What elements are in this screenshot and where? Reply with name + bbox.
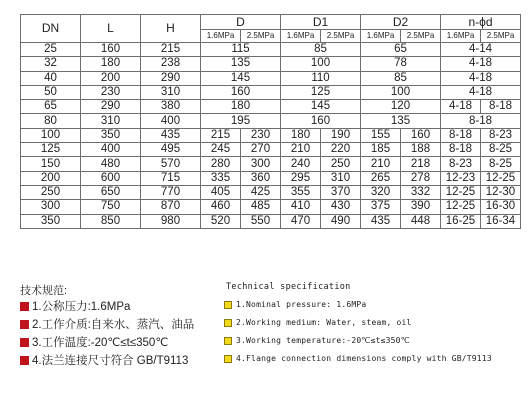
- cell-d1: 85: [281, 43, 361, 57]
- header-d-1.6: 1.6MPa: [201, 30, 241, 43]
- cell-l: 350: [81, 128, 141, 142]
- cell-d-1.6: 460: [201, 200, 241, 214]
- cell-d2: 78: [361, 57, 441, 71]
- cell-h: 290: [141, 71, 201, 85]
- cell-h: 870: [141, 200, 201, 214]
- table-row: [21, 43, 521, 57]
- spec-cn-text: 1.公称压力:1.6MPa: [32, 301, 131, 313]
- yellow-square-bullet-icon: [224, 319, 232, 327]
- cell-d: 115: [201, 43, 281, 57]
- cell-d2-2.5: 448: [401, 214, 441, 228]
- spec-cn-text: 4.法兰连接尺寸符合 GB/T9113: [32, 355, 189, 367]
- cell-d: 195: [201, 114, 281, 128]
- cell-dn: 50: [21, 85, 81, 99]
- cell-d-1.6: 405: [201, 185, 241, 199]
- cell-d1-2.5: 490: [321, 214, 361, 228]
- cell-l: 650: [81, 185, 141, 199]
- spec-cn-item: [20, 334, 168, 350]
- cell-d2-1.6: 320: [361, 185, 401, 199]
- cell-d2-1.6: 155: [361, 128, 401, 142]
- cell-d: 145: [201, 71, 281, 85]
- cell-l: 400: [81, 143, 141, 157]
- cell-n-2.5: 12-25: [481, 171, 521, 185]
- table-row: [21, 114, 521, 128]
- cell-dn: 32: [21, 57, 81, 71]
- cell-dn: 25: [21, 43, 81, 57]
- cell-d2-1.6: 265: [361, 171, 401, 185]
- table-row: [21, 157, 521, 171]
- spec-cn-item: [20, 298, 130, 314]
- cell-l: 180: [81, 57, 141, 71]
- table-row: [21, 128, 521, 142]
- cell-dn: 80: [21, 114, 81, 128]
- cell-n-1.6: 12-23: [441, 171, 481, 185]
- cell-l: 480: [81, 157, 141, 171]
- cell-n: 4-14: [441, 43, 521, 57]
- header-d2-1.6: 1.6MPa: [361, 30, 401, 43]
- spec-en-text: 1.Nominal pressure: 1.6MPa: [236, 300, 367, 309]
- cell-d-1.6: 245: [201, 143, 241, 157]
- cell-n-1.6: 8-18: [441, 143, 481, 157]
- cell-d1-2.5: 190: [321, 128, 361, 142]
- cell-dn: 65: [21, 100, 81, 114]
- cell-l: 200: [81, 71, 141, 85]
- cell-d1: 145: [281, 100, 361, 114]
- cell-d: 180: [201, 100, 281, 114]
- spec-cn-text: 2.工作介质:自来水、蒸汽、油品: [32, 319, 195, 331]
- spec-en-text: 4.Flange connection dimensions comply with GB/T9113: [236, 354, 492, 363]
- table-row: [21, 85, 521, 99]
- red-square-bullet-icon: [20, 302, 29, 311]
- dimension-table: [20, 14, 521, 229]
- cell-d1-2.5: 370: [321, 185, 361, 199]
- cell-d2: 120: [361, 100, 441, 114]
- cell-d2-2.5: 188: [401, 143, 441, 157]
- table-row: [21, 214, 521, 228]
- cell-d-2.5: 230: [241, 128, 281, 142]
- table-row: [21, 71, 521, 85]
- cell-l: 310: [81, 114, 141, 128]
- cell-d1-1.6: 355: [281, 185, 321, 199]
- cell-d-1.6: 520: [201, 214, 241, 228]
- cell-d-1.6: 280: [201, 157, 241, 171]
- yellow-square-bullet-icon: [224, 301, 232, 309]
- cell-l: 160: [81, 43, 141, 57]
- table-row: [21, 200, 521, 214]
- cell-d2-2.5: 218: [401, 157, 441, 171]
- header-d1-2.5: 2.5MPa: [321, 30, 361, 43]
- cell-d: 160: [201, 85, 281, 99]
- header-d: D: [201, 15, 281, 30]
- header-row-1: [21, 15, 521, 30]
- cell-h: 770: [141, 185, 201, 199]
- cell-h: 435: [141, 128, 201, 142]
- cell-d2-2.5: 160: [401, 128, 441, 142]
- spec-cn-title: 技术规范:: [20, 285, 68, 297]
- cell-d1-2.5: 250: [321, 157, 361, 171]
- cell-d2: 135: [361, 114, 441, 128]
- cell-d2-1.6: 210: [361, 157, 401, 171]
- header-d1: D1: [281, 15, 361, 30]
- cell-n-2.5: 8-18: [481, 100, 521, 114]
- cell-n-2.5: 12-30: [481, 185, 521, 199]
- cell-d2: 85: [361, 71, 441, 85]
- cell-l: 750: [81, 200, 141, 214]
- cell-l: 600: [81, 171, 141, 185]
- header-n-phi-d: n-ϕd: [441, 15, 521, 30]
- cell-d-1.6: 335: [201, 171, 241, 185]
- cell-d1-1.6: 180: [281, 128, 321, 142]
- header-d2-2.5: 2.5MPa: [401, 30, 441, 43]
- table-row: [21, 171, 521, 185]
- cell-d2: 100: [361, 85, 441, 99]
- cell-h: 980: [141, 214, 201, 228]
- cell-d-2.5: 485: [241, 200, 281, 214]
- header-d-2.5: 2.5MPa: [241, 30, 281, 43]
- cell-n-1.6: 12-25: [441, 200, 481, 214]
- cell-l: 850: [81, 214, 141, 228]
- spec-en-item: [224, 300, 366, 309]
- header-h: H: [141, 15, 201, 43]
- cell-d2: 65: [361, 43, 441, 57]
- red-square-bullet-icon: [20, 320, 29, 329]
- cell-n-2.5: 16-34: [481, 214, 521, 228]
- spec-en-title: Technical specification: [226, 282, 351, 292]
- cell-l: 230: [81, 85, 141, 99]
- cell-h: 400: [141, 114, 201, 128]
- cell-n-2.5: 8-23: [481, 128, 521, 142]
- cell-dn: 200: [21, 171, 81, 185]
- cell-d1: 160: [281, 114, 361, 128]
- cell-n-2.5: 8-25: [481, 157, 521, 171]
- cell-d-2.5: 270: [241, 143, 281, 157]
- cell-h: 570: [141, 157, 201, 171]
- cell-dn: 300: [21, 200, 81, 214]
- spec-en-item: [224, 354, 492, 363]
- spec-en-text: 2.Working medium: Water, steam, oil: [236, 318, 412, 327]
- header-n-2.5: 2.5MPa: [481, 30, 521, 43]
- header-l: L: [81, 15, 141, 43]
- cell-n: 8-18: [441, 114, 521, 128]
- cell-d2-2.5: 390: [401, 200, 441, 214]
- spec-cn-item: [20, 352, 188, 368]
- cell-h: 715: [141, 171, 201, 185]
- spec-en-text: 3.Working temperature:-20℃≤t≤350℃: [236, 336, 410, 345]
- yellow-square-bullet-icon: [224, 355, 232, 363]
- cell-dn: 40: [21, 71, 81, 85]
- cell-d-2.5: 550: [241, 214, 281, 228]
- cell-dn: 350: [21, 214, 81, 228]
- header-d1-1.6: 1.6MPa: [281, 30, 321, 43]
- table-row: [21, 100, 521, 114]
- spec-cn-text: 3.工作温度:-20℃≤t≤350℃: [32, 337, 169, 349]
- cell-d2-2.5: 278: [401, 171, 441, 185]
- spec-cn-item: [20, 316, 194, 332]
- cell-h: 380: [141, 100, 201, 114]
- cell-d-2.5: 360: [241, 171, 281, 185]
- cell-n: 4-18: [441, 71, 521, 85]
- cell-d2-1.6: 435: [361, 214, 401, 228]
- cell-h: 495: [141, 143, 201, 157]
- cell-d1-2.5: 430: [321, 200, 361, 214]
- cell-d2-1.6: 185: [361, 143, 401, 157]
- spec-en-item: [224, 336, 410, 345]
- cell-h: 215: [141, 43, 201, 57]
- cell-dn: 250: [21, 185, 81, 199]
- cell-n: 4-18: [441, 85, 521, 99]
- cell-h: 238: [141, 57, 201, 71]
- cell-d1-2.5: 310: [321, 171, 361, 185]
- table-row: [21, 185, 521, 199]
- cell-dn: 150: [21, 157, 81, 171]
- spec-en-item: [224, 318, 412, 327]
- cell-n-2.5: 16-30: [481, 200, 521, 214]
- cell-n-1.6: 16-25: [441, 214, 481, 228]
- cell-n-2.5: 8-25: [481, 143, 521, 157]
- cell-d1: 110: [281, 71, 361, 85]
- cell-d1-1.6: 410: [281, 200, 321, 214]
- cell-dn: 100: [21, 128, 81, 142]
- header-dn: DN: [21, 15, 81, 43]
- header-d2: D2: [361, 15, 441, 30]
- cell-h: 310: [141, 85, 201, 99]
- cell-n-1.6: 8-23: [441, 157, 481, 171]
- cell-d-1.6: 215: [201, 128, 241, 142]
- cell-d2-1.6: 375: [361, 200, 401, 214]
- cell-l: 290: [81, 100, 141, 114]
- cell-d-2.5: 425: [241, 185, 281, 199]
- cell-d1-1.6: 210: [281, 143, 321, 157]
- cell-n: 4-18: [441, 57, 521, 71]
- header-n-1.6: 1.6MPa: [441, 30, 481, 43]
- cell-d2-2.5: 332: [401, 185, 441, 199]
- cell-d: 135: [201, 57, 281, 71]
- cell-d-2.5: 300: [241, 157, 281, 171]
- table-row: [21, 143, 521, 157]
- cell-d1-1.6: 470: [281, 214, 321, 228]
- table-row: [21, 57, 521, 71]
- yellow-square-bullet-icon: [224, 337, 232, 345]
- cell-d1: 100: [281, 57, 361, 71]
- cell-d1-2.5: 220: [321, 143, 361, 157]
- red-square-bullet-icon: [20, 356, 29, 365]
- cell-n-1.6: 12-25: [441, 185, 481, 199]
- cell-n-1.6: 4-18: [441, 100, 481, 114]
- cell-d1-1.6: 295: [281, 171, 321, 185]
- cell-dn: 125: [21, 143, 81, 157]
- cell-d1-1.6: 240: [281, 157, 321, 171]
- cell-d1: 125: [281, 85, 361, 99]
- red-square-bullet-icon: [20, 338, 29, 347]
- cell-n-1.6: 8-18: [441, 128, 481, 142]
